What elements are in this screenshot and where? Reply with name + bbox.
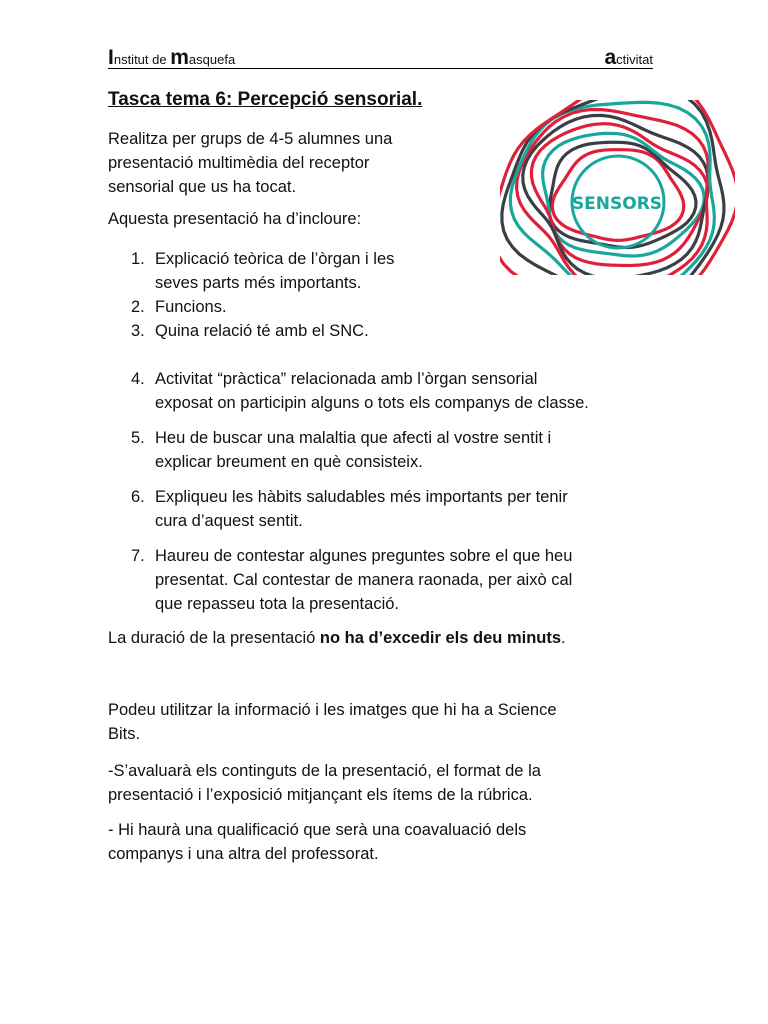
list-number: 5. [131,429,145,447]
list-number: 1. [131,250,145,268]
list-number: 6. [131,488,145,506]
list-item: Quina relació té amb el SNC. [155,322,369,340]
evaluation-paragraph: -S’avaluarà els continguts de la presentació, el format de la presentació i l’exposició mitjançant els ítems de la rúbrica. [108,762,541,804]
list-item: Funcions. [155,298,227,316]
list-number: 4. [131,370,145,388]
list-item: Expliqueu les hàbits saludables més importants per tenir cura d’aquest sentit. [155,488,568,530]
page-title: Tasca tema 6: Percepció sensorial. [108,89,423,110]
header-activity-label: activitat [604,46,653,69]
grading-paragraph: - Hi haurà una qualificació que serà una coavaluació dels companys i una altra del professorat. [108,821,527,863]
school-name: Institut de masquefa [108,46,236,69]
intro-paragraph: Realitza per grups de 4-5 alumnes una presentació multimèdia del receptor sensorial que us ha tocat. [108,130,393,196]
info-paragraph: Podeu utilitzar la informació i les imatges que hi ha a Science Bits. [108,701,557,743]
must-include-text: Aquesta presentació ha d’incloure: [108,210,362,228]
duration-text: La duració de la presentació no ha d’excedir els deu minuts. [108,629,566,647]
list-number: 2. [131,298,145,316]
list-item: Explicació teòrica de l’òrgan i les seves parts més importants. [155,250,395,292]
sensors-logo [500,100,735,275]
list-number: 7. [131,547,145,565]
page-header [108,48,653,69]
logo-text: SENSORS [571,194,663,214]
list-number: 3. [131,322,145,340]
list-item: Activitat “pràctica” relacionada amb l’òrgan sensorial exposat on participin alguns o tots els companys de classe. [155,370,589,412]
list-item: Heu de buscar una malaltia que afecti al vostre sentit i explicar breument en què consisteix. [155,429,552,471]
list-item: Haureu de contestar algunes preguntes sobre el que heu presentat. Cal contestar de manera raonada, per això cal que repasseu tota la presentació. [155,547,573,613]
